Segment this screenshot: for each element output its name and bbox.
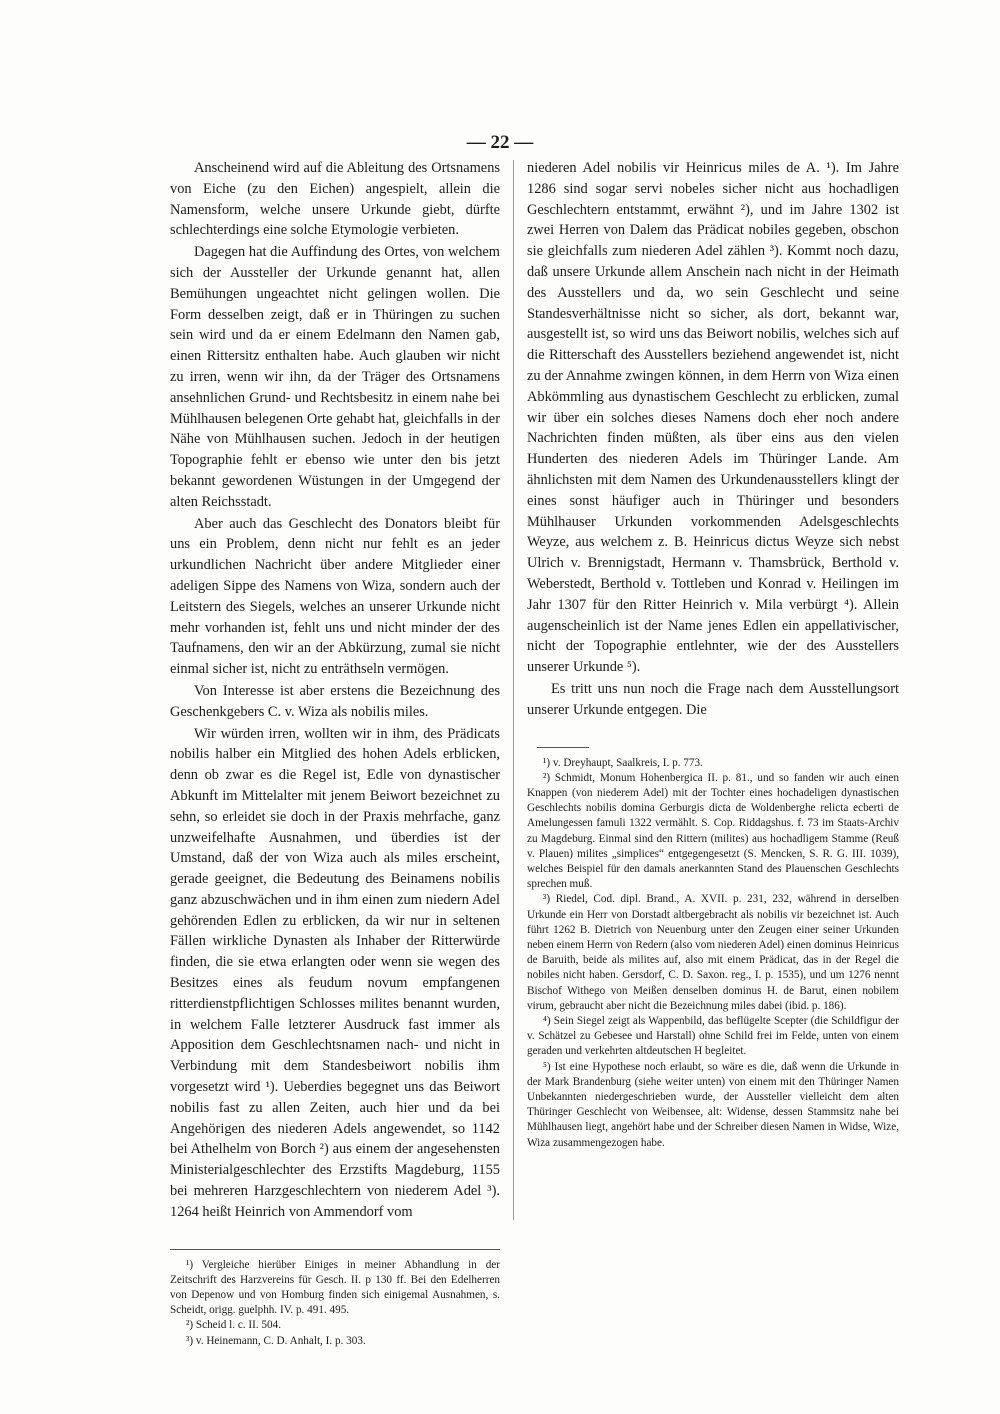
left-column bbox=[170, 158, 500, 1349]
left-footnotes bbox=[170, 1258, 500, 1349]
left-paragraph-5: Wir würden irren, wollten wir in ihm, des Prädicats nobilis halber ein Mitglied des hohen Adels erblicken, denn ob zwar es die Regel ist, Edle von dynastischer Abkunft im Mittelalter mit jenem Beiwort bezeichnet zu sehn, so erleidet sie doch in der Praxis mehrfache, ganz unzweifelhafte Ausnahmen, und überdies ist der Umstand, daß der von Wiza auch als miles erscheint, gerade geeignet, die Bedeutung des Beinamens nobilis ganz abzuschwächen und in ihm einen zum niedern Adel gehörenden Edlen zu erblicken, da wir nur in seltenen Fällen wirkliche Dynasten als Inhaber der Ritterwürde finden, die sie etwa erlangten oder wenn sie wegen des Besitzes eines als feudum novum empfangenen ritterdienstpflichtigen Schlosses milites benannt wurden, in welchem Falle letzterer Ausdruck fast immer als Apposition dem Geschlechtsnamen nach- und nicht in Verbindung mit dem Standesbeiwort nobilis ihm vorgesetzt wird ¹). Ueberdies begegnet uns das Beiwort nobilis fast zu allen Zeiten, auch hier und da bei Angehörigen des niederen Adels angewendet, so 1142 bei Athelhelm von Borch ²) aus einem der angesehensten Ministerialgeschlechter des Erzstifts Magdeburg, 1155 bei mehreren Harzgeschlechtern von niederem Adel ³). 1264 heißt Heinrich von Ammendorf vom bbox=[170, 725, 500, 1220]
page-number: — 22 — bbox=[466, 132, 534, 153]
right-body-text bbox=[527, 158, 899, 721]
left-footnote-2: ²) Scheid l. c. II. 504. bbox=[186, 1319, 282, 1332]
left-paragraph-4: Von Interesse ist aber erstens die Bezeichnung des Geschenkgebers C. v. Wiza als nobilis miles. bbox=[170, 682, 500, 720]
right-footnote-5: ⁵) Ist eine Hypothese noch erlaubt, so wäre es die, daß wenn die Urkunde in der Mark Brandenburg (siehe weiter unten) von einem mit den Thüringer Namen Unbekannten niedergeschrieben wurde, der Aussteller vielleicht dem alten Thüringer Geschlecht von Weibensee, alt: Widense, dessen Stammsitz nahe bei Mühlhausen liegt, angehört habe und der Schreiber diesen Namen in Widse, Wize, Wiza zusammengezogen habe. bbox=[527, 1060, 899, 1149]
left-paragraph-2: Dagegen hat die Auffindung des Ortes, von welchem sich der Aussteller der Urkunde genannt hat, allen Bemühungen ungeachtet nicht gelingen wollen. Die Form desselben zeigt, daß er in Thüringen zu suchen sein wird und da er einem Edelmann den Namen gab, einen Rittersitz enthalten habe. Auch glauben wir nicht zu irren, wenn wir ihn, da der Träger des Ortsnamens ansehnlichen Grund- und Rechtsbesitz in einem nahe bei Mühlhausen belegenen Orte gehabt hat, gleichfalls in der Nähe von Mühlhausen suchen. Jedoch in der heutigen Topographie fehlt er ebenso wie unter den bis jetzt bekannt gewordenen Wüstungen in der Umgegend der alten Reichsstadt. bbox=[170, 244, 500, 510]
right-paragraph-2: Es tritt uns nun noch die Frage nach dem Ausstellungsort unserer Urkunde entgegen. Die bbox=[527, 680, 899, 718]
left-paragraph-1: Anscheinend wird auf die Ableitung des Ortsnamens von Eiche (zu den Eichen) angespielt, allein die Namensform, welche unsere Urkunde giebt, dürfte schlechterdings eine solche Etymologie verbieten. bbox=[170, 160, 500, 239]
right-footnote-rule bbox=[537, 747, 589, 748]
column-divider bbox=[513, 160, 514, 1220]
right-column bbox=[527, 158, 899, 1151]
left-paragraph-3: Aber auch das Geschlecht des Donators bleibt für uns ein Problem, denn nicht nur fehlt es an jeder urkundlichen Nachricht über andere Mitglieder einer adeligen Sippe des Namens von Wiza, sondern auch der Leitstern des Siegels, welches an unserer Urkunde nicht mehr vorhanden ist, fehlt uns und nicht minder der des Taufnamens, den wir an der Abkürzung, zumal sie nicht einmal sicher ist, nicht zu enträthseln vermögen. bbox=[170, 515, 500, 678]
right-footnote-2: ²) Schmidt, Monum Hohenbergica II. p. 81., und so fanden wir auch einen Knappen (von niederem Adel) mit der Tochter eines hochadeligen dynastischen Geschlechts nobilis domina Gerburgis dicta de Woldenberghe relicta ecberti de Amelungessen famuli 1322 vermählt. S. Cop. Riddagshus. f. 73 im Staats-Archiv zu Magdeburg. Einmal sind den Rittern (milites) aus hochadligem Stamme (Reuß v. Plauen) milites „simplices“ entgegengesetzt (S. Mencken, S. R. G. III. 1039), welches Beispiel für den damals anerkannten Stand des Plauenschen Geschlechts sprechen muß. bbox=[527, 771, 899, 891]
right-footnotes bbox=[527, 756, 899, 1151]
left-body-text bbox=[170, 158, 500, 1223]
right-footnote-3: ³) Riedel, Cod. dipl. Brand., A. XVII. p. 231, 232, während in derselben Urkunde ein Herr von Dorstadt altbergebracht als nobilis vir bezeichnet ist. Auch führt 1262 B. Dietrich von Neuenburg unter den Zeugen einer seiner Urkunden neben einem Herrn von Redern (also vom niederen Adel) einen dominus Heinricus de Baruith, beide als milites auf, also mit einem Prädicat, das in der Regel die nobiles nicht haben. Gersdorf, C. D. Saxon. reg., I. p. 1535), und um 1276 nennt Bischof Withego von Meißen denselben dominus H. de Barut, einen nobilem virum, gebraucht aber nicht die Bezeichnung miles dabei (ibid. p. 186). bbox=[527, 893, 899, 1012]
right-footnote-1: ¹) v. Dreyhaupt, Saalkreis, I. p. 773. bbox=[543, 756, 703, 769]
right-footnote-4: ⁴) Sein Siegel zeigt als Wappenbild, das beflügelte Scepter (die Schildfigur der v. Schätzel zu Gebesee und Harstall) ohne Schild frei im Felde, unten von einem geraden und verkehrten altdeutschen H begleitet. bbox=[527, 1014, 899, 1058]
right-paragraph-1: niederen Adel nobilis vir Heinricus miles de A. ¹). Im Jahre 1286 sind sogar servi nobeles sicher nicht aus hochadligen Geschlechtern entstammt, erwähnt ²), und im Jahre 1302 ist zwei Herren von Dalem das Prädicat nobiles gegeben, obschon sie gleichfalls zum niederen Adel zählen ³). Kommt noch dazu, daß unsere Urkunde allem Anschein nach nicht in der Heimath des Ausstellers und da, wo sein Geschlecht und seine Standesverhältnisse nicht so sicher, als dort, bekannt war, ausgestellt ist, so wird uns das Beiwort nobilis, welches sich auf die Ritterschaft des Ausstellers beziehend angewendet ist, nicht zu der Annahme zwingen können, in dem Herrn von Wiza einen Abkömmling aus dynastischem Geschlecht zu erblicken, zumal wir über ein solches dieses Namens doch eher noch andere Nachrichten finden müßten, als über eins aus den vielen Hunderten des niederen Adels im Thüringer Lande. Am ähnlichsten mit dem Namen des Urkundenausstellers klingt der eines sonst häufiger auch in Thüringer und besonders Mühlhauser Urkunden vorkommenden Adelsgeschlechts Weyze, aus welchem z. B. Heinricus dictus Weyze sich nebst Ulrich v. Brennigstadt, Hermann v. Thamsbrück, Berthold v. Weberstedt, Berthold v. Tottleben und Konrad v. Heilingen im Jahr 1307 für den Ritter Heinrich v. Mila verbürgt ⁴). Allein augenscheinlich ist der Name jenes Edlen ein appellativischer, nicht der Topographie entlehnter, wie der des Ausstellers unserer Urkunde ⁵). bbox=[527, 160, 899, 676]
left-footnote-3: ³) v. Heinemann, C. D. Anhalt, I. p. 303. bbox=[186, 1334, 366, 1347]
left-footnote-1: ¹) Vergleiche hierüber Einiges in meiner Abhandlung in der Zeitschrift des Harzvereins für Gesch. II. p 130 ff. Bei den Edelherren von Depenow und von Homburg finden sich einigemal Ausnahmen, s. Scheidt, origg. guelphh. IV. p. 491. 495. bbox=[170, 1258, 500, 1317]
left-footnote-rule bbox=[170, 1249, 500, 1250]
